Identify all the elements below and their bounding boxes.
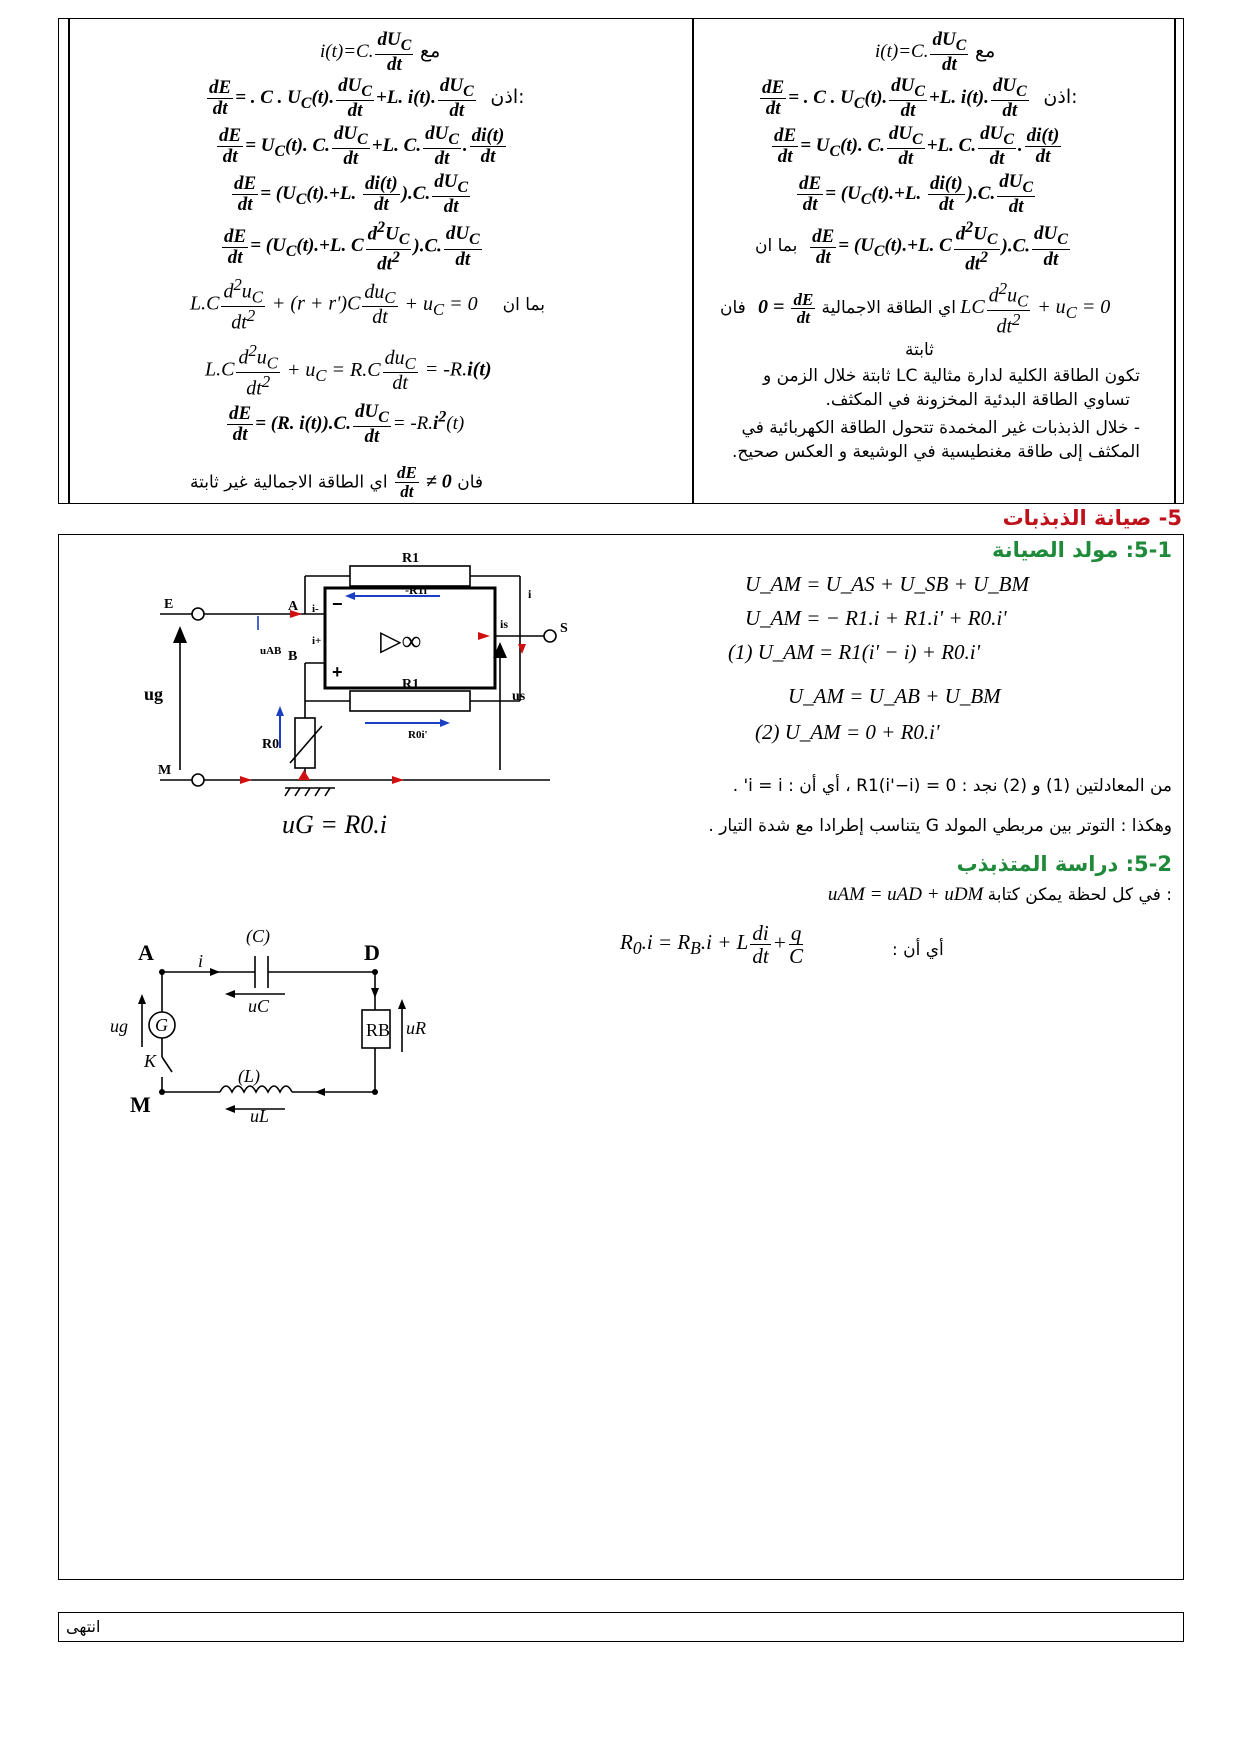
c2-label-G: G — [155, 1015, 168, 1035]
label-ug: ug — [144, 684, 164, 704]
label-i-plus: i+ — [312, 635, 322, 647]
left-with-label: مع — [420, 40, 441, 63]
oscillator-circuit — [110, 912, 440, 1122]
c2-label-M: M — [130, 1092, 151, 1117]
label-i-minus: i- — [312, 603, 319, 615]
c2-label-A: A — [138, 940, 154, 965]
label-R1-bottom: R1 — [402, 677, 420, 692]
section5-title: 5- صيانة الذبذبات — [1002, 506, 1182, 530]
right-then-label: اذن: — [1043, 86, 1078, 109]
s1-title: 5-1: مولد الصيانة — [991, 538, 1172, 562]
c2-label-i: i — [198, 951, 204, 971]
s1-eq-5: (2) U_AM = 0 + R0.i' — [755, 720, 940, 744]
label-R1-top: R1 — [402, 551, 420, 566]
c2-label-uL: uL — [250, 1106, 270, 1122]
right-with-label: مع — [975, 40, 996, 63]
label-us: us — [512, 689, 526, 704]
c2-label-ug: ug — [110, 1016, 128, 1036]
label-B: B — [288, 649, 298, 664]
s2-line1-eq: uAM = uAD + uDM — [827, 884, 984, 905]
s2-line1-label: في كل لحظة يمكن كتابة : — [987, 885, 1172, 905]
label-A: A — [288, 599, 299, 614]
c2-label-uC: uC — [248, 996, 270, 1016]
maintenance-generator-circuit — [140, 548, 660, 798]
footer-box — [58, 1612, 1184, 1642]
left-then-label: اذن: — [490, 86, 525, 109]
s1-eq-4: U_AM = U_AB + U_BM — [788, 684, 1001, 708]
label-R1i: -R1i — [405, 583, 427, 597]
top-table-right-rule — [1174, 18, 1176, 504]
c2-label-L: (L) — [238, 1066, 260, 1086]
c2-label-D: D — [364, 940, 380, 965]
label-uAB: uAB — [260, 645, 282, 657]
left-column: i(t)=C. $\frac{dU_C}{dt}$ مع $\frac{dE}{dt}$ = . C . $U_C(t)$. $\frac{dU_C}{dt}$ +L. i(t). $\frac{dU_C}{dt}$ اذن: $\frac{dE}{dt}$ = $U_C(t)$. C. $\frac{dU_C}{dt}$ +L. C. $\frac{dU_C}{dt}$ . $\frac{di(t)}{dt}$ $\frac{dE}{dt}$ = ($U_C(t).+L$. $\frac{di(t)}{dt}$ ).C. $\frac{dU_C}{dt}$ $\frac{dE}{dt}$ = ($U_C(t).+L$. C $\frac{d^2U_C}{dt^2}$ ).C. $\frac{dU_C}{dt}$ L.C $\frac{d^2u_C}{dt^2}$ + (r + r')C $\frac{du_C}{dt}$ + $u_C = 0$ بما ان L.C $\frac{d^2u_C}{dt^2}$ + $u_C = R.C$ $\frac{du_C}{dt}$ = -R.i(t) $\frac{dE}{dt}$ = (R. i(t)).C. $\frac{dU_C}{dt}$ = $-R.i^2(t)$ فان 0 ≠ $\frac{dE}{dt}$ اي الطاقة الاجمالية غير ثابتة — [190, 29, 546, 501]
amp-plus: + — [332, 662, 343, 682]
right-text4: المكثف إلى طاقة مغنطيسية في الوشيعة و العكس صحيح. — [732, 442, 1140, 462]
c2-label-RB: RB — [366, 1020, 391, 1040]
s1-conclusion-2-label: وهكذا : التوتر بين مربطي المولد G يتناسب إطرادا مع شدة التيار . — [708, 816, 1172, 836]
s1-conclusion-2-eq: uG = R0.i — [282, 810, 387, 839]
label-S: S — [560, 621, 568, 636]
amp-minus: − — [332, 594, 343, 614]
right-text1: تكون الطاقة الكلية لدارة مثالية LC ثابتة خلال الزمن و — [762, 366, 1140, 386]
top-table-left-rule — [68, 18, 70, 504]
c2-label-uR: uR — [406, 1018, 426, 1038]
right-constant: ثابتة — [905, 340, 934, 360]
amp-symbol: ▷∞ — [380, 626, 422, 657]
s2-title: 5-2: دراسة المتذبذب — [956, 852, 1172, 876]
top-table-divider — [692, 18, 694, 504]
label-is: is — [500, 617, 509, 631]
right-text2: تساوي الطاقة البدئية المخزونة في المكثف. — [825, 390, 1130, 410]
s1-eq-1: U_AM = U_AS + U_SB + U_BM — [745, 572, 1029, 596]
right-text3: - خلال الذبذبات غير المخمدة تتحول الطاقة الكهربائية في — [741, 418, 1140, 438]
s1-eq-3: (1) U_AM = R1(i' − i) + R0.i' — [728, 640, 981, 664]
c2-label-K: K — [144, 1051, 157, 1071]
label-E: E — [164, 597, 174, 612]
c2-label-C: (C) — [246, 926, 270, 946]
s2-line2-label: أي أن : — [892, 940, 944, 960]
right-since-label: بما ان — [755, 236, 798, 257]
label-i: i — [528, 587, 532, 601]
label-M: M — [158, 763, 172, 778]
footer-text: انتهى — [66, 1617, 101, 1636]
s1-conclusion-1: من المعادلتين (1) و (2) نجد : R1(i'−i) = 0 ، أي أن : i = i' . — [732, 776, 1172, 796]
label-R0i: R0i' — [408, 729, 428, 741]
right-column: i(t)=C. $\frac{dU_C}{dt}$ مع $\frac{dE}{dt}$ = . C . $U_C(t)$. $\frac{dU_C}{dt}$ +L. i(t). $\frac{dU_C}{dt}$ اذن: $\frac{dE}{dt}$ = $U_C(t)$. C. $\frac{dU_C}{dt}$ +L. C. $\frac{dU_C}{dt}$ . $\frac{di(t)}{dt}$ $\frac{dE}{dt}$ = ($U_C(t).+L$. $\frac{di(t)}{dt}$ ).C. $\frac{dU_C}{dt}$ بما ان $\frac{dE}{dt}$ = ($U_C(t).+L$. C $\frac{d^2U_C}{dt^2}$ ).C. $\frac{dU_C}{dt}$ اي الطاقة الاجمالية $\frac{dE}{dt}$ = 0 فان LC $\frac{d^2u_C}{dt^2}$ + $u_C = 0$ ثابتة تكون الطاقة الكلية لدارة مثالية LC ثابتة خلال الزمن و تساوي الطاقة البدئية المخزونة في المكثف. - خلال الذبذبات غير المخمدة تتحول الطاقة الكهربائية في المكثف إلى طاقة مغنطيسية في الوشيعة و العكس صحيح. — [720, 29, 1140, 462]
s1-eq-2: U_AM = − R1.i + R1.i' + R0.i' — [745, 606, 1007, 630]
label-R0: R0 — [262, 737, 280, 752]
